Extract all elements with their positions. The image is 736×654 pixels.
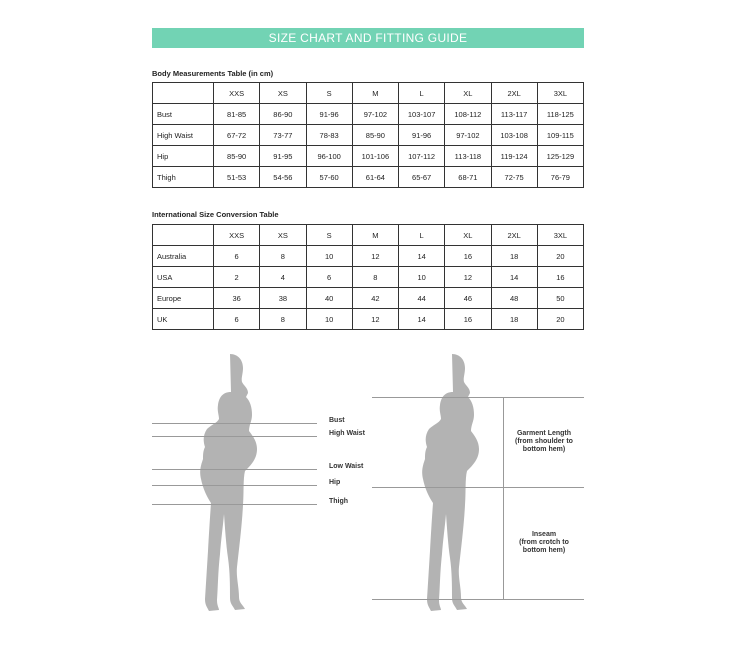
table-cell: 42 bbox=[352, 288, 398, 309]
table-cell: 8 bbox=[260, 309, 306, 330]
table-cell: 113-118 bbox=[445, 146, 491, 167]
table-cell: 20 bbox=[537, 246, 583, 267]
body-measurements-table bbox=[152, 82, 584, 188]
table-cell: 54-56 bbox=[260, 167, 306, 188]
table-cell: 51-53 bbox=[214, 167, 260, 188]
table-cell: 97-102 bbox=[445, 125, 491, 146]
garment-length-label bbox=[505, 430, 583, 454]
table-cell: 103-107 bbox=[399, 104, 445, 125]
inseam-line2: (from crotch to bbox=[519, 539, 569, 546]
table-cell: 50 bbox=[537, 288, 583, 309]
table-row bbox=[153, 146, 584, 167]
table-header-row bbox=[153, 83, 584, 104]
column-header: 3XL bbox=[537, 83, 583, 104]
table-cell: 119-124 bbox=[491, 146, 537, 167]
row-label: High Waist bbox=[153, 125, 214, 146]
table-cell: 2 bbox=[214, 267, 260, 288]
table-cell: 10 bbox=[306, 309, 352, 330]
column-header: XS bbox=[260, 225, 306, 246]
table-cell: 86-90 bbox=[260, 104, 306, 125]
hem-line bbox=[372, 599, 584, 600]
high-waist-line bbox=[152, 436, 317, 437]
table-cell: 12 bbox=[352, 246, 398, 267]
low-waist-label: Low Waist bbox=[329, 463, 364, 470]
table-cell: 6 bbox=[214, 309, 260, 330]
table-cell: 91-96 bbox=[399, 125, 445, 146]
page-title: SIZE CHART AND FITTING GUIDE bbox=[268, 31, 468, 45]
table-cell: 113-117 bbox=[491, 104, 537, 125]
row-label: Europe bbox=[153, 288, 214, 309]
table-cell: 107-112 bbox=[399, 146, 445, 167]
table-cell: 73-77 bbox=[260, 125, 306, 146]
crotch-line bbox=[372, 487, 584, 488]
garment-length-line2: (from shoulder to bbox=[515, 438, 573, 445]
column-header: L bbox=[399, 225, 445, 246]
table-cell: 14 bbox=[399, 309, 445, 330]
table-cell: 67-72 bbox=[214, 125, 260, 146]
column-header: XS bbox=[260, 83, 306, 104]
table-cell: 108-112 bbox=[445, 104, 491, 125]
table-cell: 8 bbox=[352, 267, 398, 288]
table-cell: 118-125 bbox=[537, 104, 583, 125]
body-measurements-title: Body Measurements Table (in cm) bbox=[152, 69, 274, 78]
column-header: S bbox=[306, 83, 352, 104]
column-header: S bbox=[306, 225, 352, 246]
row-label: Hip bbox=[153, 146, 214, 167]
column-header: M bbox=[352, 225, 398, 246]
row-label: Thigh bbox=[153, 167, 214, 188]
table-row bbox=[153, 246, 584, 267]
bust-line bbox=[152, 423, 317, 424]
table-cell: 103-108 bbox=[491, 125, 537, 146]
table-cell: 8 bbox=[260, 246, 306, 267]
table-cell: 18 bbox=[491, 309, 537, 330]
length-measure-line bbox=[503, 397, 504, 599]
conversion-table-title: International Size Conversion Table bbox=[152, 210, 279, 219]
table-cell: 81-85 bbox=[214, 104, 260, 125]
table-cell: 65-67 bbox=[399, 167, 445, 188]
table-cell: 76-79 bbox=[537, 167, 583, 188]
hip-line bbox=[152, 485, 317, 486]
thigh-line bbox=[152, 504, 317, 505]
row-label: Australia bbox=[153, 246, 214, 267]
table-cell: 20 bbox=[537, 309, 583, 330]
table-cell: 97-102 bbox=[352, 104, 398, 125]
table-cell: 72-75 bbox=[491, 167, 537, 188]
inseam-label bbox=[505, 531, 583, 555]
table-cell: 10 bbox=[306, 246, 352, 267]
table-cell: 61-64 bbox=[352, 167, 398, 188]
row-label: Bust bbox=[153, 104, 214, 125]
table-cell: 16 bbox=[537, 267, 583, 288]
table-cell: 101-106 bbox=[352, 146, 398, 167]
low-waist-line bbox=[152, 469, 317, 470]
column-header: XL bbox=[445, 225, 491, 246]
table-cell: 85-90 bbox=[352, 125, 398, 146]
table-row bbox=[153, 288, 584, 309]
table-cell: 125-129 bbox=[537, 146, 583, 167]
table-header-row bbox=[153, 225, 584, 246]
column-header: XXS bbox=[214, 225, 260, 246]
table-cell: 68-71 bbox=[445, 167, 491, 188]
garment-length-line3: bottom hem) bbox=[522, 446, 566, 453]
table-cell: 78-83 bbox=[306, 125, 352, 146]
table-cell: 10 bbox=[399, 267, 445, 288]
table-cell: 16 bbox=[445, 246, 491, 267]
table-row bbox=[153, 267, 584, 288]
hip-label: Hip bbox=[329, 479, 341, 486]
table-corner-cell bbox=[153, 83, 214, 104]
table-cell: 12 bbox=[445, 267, 491, 288]
table-corner-cell bbox=[153, 225, 214, 246]
column-header: 2XL bbox=[491, 83, 537, 104]
column-header: 3XL bbox=[537, 225, 583, 246]
pregnant-woman-silhouette-front bbox=[190, 352, 280, 628]
table-cell: 6 bbox=[214, 246, 260, 267]
column-header: M bbox=[352, 83, 398, 104]
table-cell: 18 bbox=[491, 246, 537, 267]
row-label: USA bbox=[153, 267, 214, 288]
column-header: XXS bbox=[214, 83, 260, 104]
inseam-line3: bottom hem) bbox=[522, 547, 566, 554]
table-cell: 4 bbox=[260, 267, 306, 288]
table-cell: 40 bbox=[306, 288, 352, 309]
shoulder-line bbox=[372, 397, 584, 398]
page-title-banner bbox=[152, 28, 584, 48]
row-label: UK bbox=[153, 309, 214, 330]
thigh-label: Thigh bbox=[329, 498, 349, 505]
table-cell: 109-115 bbox=[537, 125, 583, 146]
column-header: L bbox=[399, 83, 445, 104]
high-waist-label: High Waist bbox=[329, 430, 365, 437]
pregnant-woman-silhouette-side bbox=[412, 352, 502, 628]
table-row bbox=[153, 309, 584, 330]
table-cell: 16 bbox=[445, 309, 491, 330]
table-cell: 91-96 bbox=[306, 104, 352, 125]
table-row bbox=[153, 125, 584, 146]
size-conversion-table bbox=[152, 224, 584, 330]
table-cell: 44 bbox=[399, 288, 445, 309]
table-cell: 12 bbox=[352, 309, 398, 330]
table-cell: 96-100 bbox=[306, 146, 352, 167]
table-cell: 36 bbox=[214, 288, 260, 309]
table-cell: 14 bbox=[491, 267, 537, 288]
table-cell: 46 bbox=[445, 288, 491, 309]
column-header: 2XL bbox=[491, 225, 537, 246]
garment-length-line1: Garment Length bbox=[516, 430, 572, 437]
inseam-line1: Inseam bbox=[531, 531, 557, 538]
table-row bbox=[153, 167, 584, 188]
table-cell: 85-90 bbox=[214, 146, 260, 167]
table-cell: 14 bbox=[399, 246, 445, 267]
column-header: XL bbox=[445, 83, 491, 104]
table-cell: 57-60 bbox=[306, 167, 352, 188]
table-cell: 6 bbox=[306, 267, 352, 288]
table-cell: 48 bbox=[491, 288, 537, 309]
table-cell: 91-95 bbox=[260, 146, 306, 167]
table-cell: 38 bbox=[260, 288, 306, 309]
table-row bbox=[153, 104, 584, 125]
bust-label: Bust bbox=[329, 417, 345, 424]
